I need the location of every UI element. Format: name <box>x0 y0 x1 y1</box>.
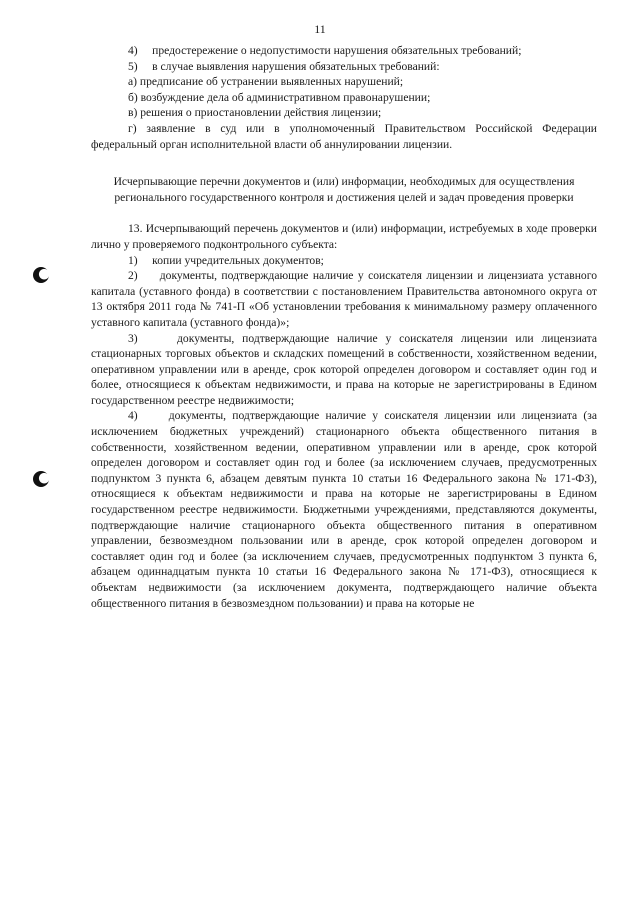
list-item-5g: г) заявление в суд или в уполномоченный Правительством Российской Федерации федеральный орган исполнительной власти об аннулировании лицензии. <box>91 121 597 151</box>
margin-mark-icon <box>33 267 49 283</box>
list-item-5a: а) предписание об устранении выявленных нарушений; <box>128 75 404 89</box>
section-13-item-2: 2) документы, подтверждающие наличие у соискателя лицензии и лицензиата уставного капитала (уставного фонда) в соответствии с постановлением Правительства автономного округа от 13 октября 2011 года № 741-П «Об установлении требования к минимальному размеру оплаченного уставного капитала (уставного фонда)»; <box>91 269 597 329</box>
list-item-5: 5) в случае выявления нарушения обязательных требований: <box>128 59 440 73</box>
section-heading: Исчерпывающие перечни документов и (или) информации, необходимых для осуществления регионального государственного контроля и достижения целей и задач проведения проверки <box>113 175 575 204</box>
document-body <box>91 43 597 611</box>
list-item-5v: в) решения о приостановлении действия лицензии; <box>128 106 382 120</box>
section-13-item-1: 1) копии учредительных документов; <box>128 253 324 267</box>
section-13-intro: 13. Исчерпывающий перечень документов и (или) информации, истребуемых в ходе проверки лично у проверяемого подконтрольного субъекта: <box>91 222 597 251</box>
list-item-5b: б) возбуждение дела об административном правонарушении; <box>128 90 431 104</box>
section-13-item-4: 4) документы, подтверждающие наличие у соискателя лицензии или лицензиата (за исключением бюджетных учреждений) стационарного объекта общественного питания в собственности, хозяйственном ведении, оперативном управлении или в аренде, срок которой определен договором и составляет один год и более (за исключением случаев, предусмотренных подпунктом 3 пункта 6, абзацем девятым пункта 10 статьи 16 Федерального закона № 171-ФЗ), относящиеся к объектам недвижимости и права на которые не зарегистрированы в Едином государственном реестре недвижимости. Бюджетными учреждениями, представляются документы, подтверждающие наличие стационарного объекта общественного питания в оперативном управлении, безвозмездном пользовании или в аренде, срок которой определен договором и составляет один год и более (за исключением случаев, предусмотренных подпунктом 3 пункта 6, абзацем одиннадцатым пункта 10 статьи 16 Федерального закона № 171-ФЗ), относящиеся к объектам недвижимости (за исключением документа, подтверждающего наличие объекта общественного питания в безвозмездном пользовании) и права на которые не <box>91 409 597 610</box>
list-item-4: 4) предостережение о недопустимости нарушения обязательных требований; <box>128 44 522 57</box>
section-13-item-3: 3) документы, подтверждающие наличие у соискателя лицензии или лицензиата стационарных торговых объектов и складских помещений в собственности, хозяйственном ведении, оперативном управлении или в аренде, срок которой определен договором и составляет один год и более, относящиеся к объектам недвижимости, и права на которые не зарегистрированы в Едином государственном реестре недвижимости; <box>91 331 597 407</box>
page-number: 11 <box>314 22 326 36</box>
margin-mark-icon <box>33 471 49 487</box>
